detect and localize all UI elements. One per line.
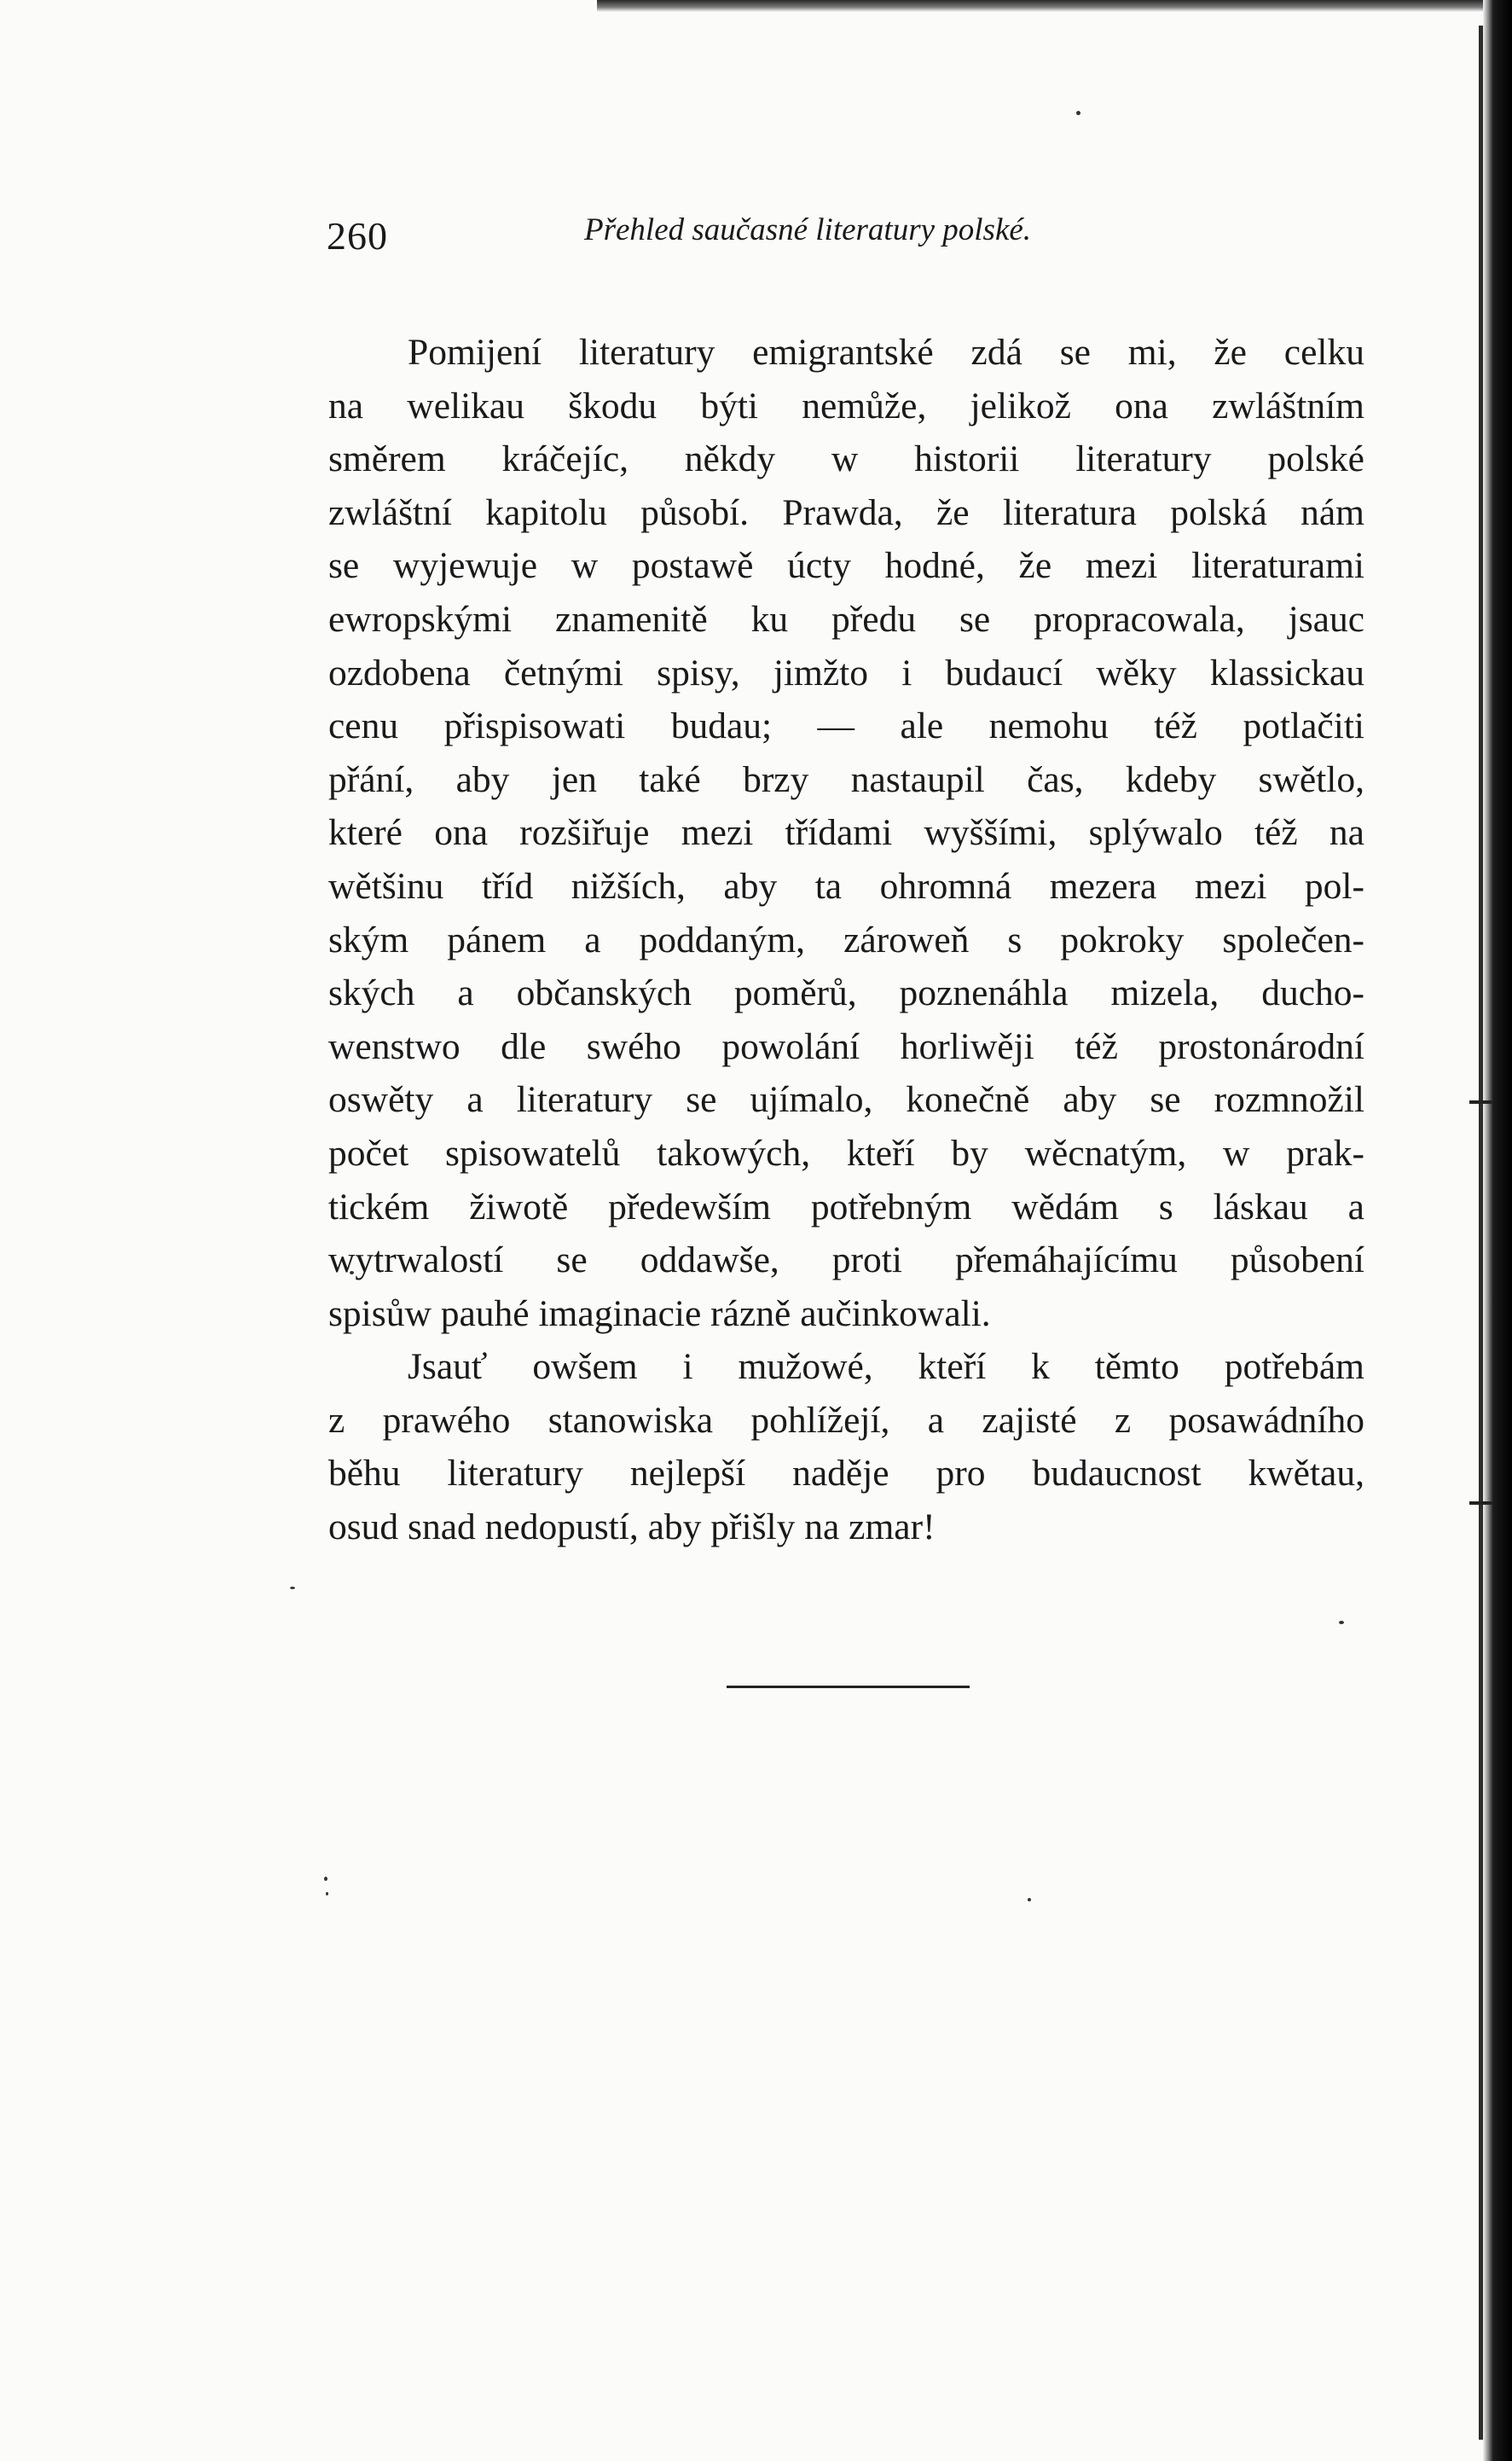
text-line: Jsauť owšem i mužowé, kteří k těmto potřebám bbox=[408, 1346, 1364, 1388]
page-header bbox=[328, 205, 1364, 264]
scan-top-edge bbox=[597, 0, 1512, 12]
text-line: wětšinu tříd nižších, aby ta ohromná mezera mezi pol- bbox=[328, 865, 1364, 907]
binding-tick bbox=[1469, 1501, 1493, 1505]
scan-binding-line bbox=[1479, 26, 1483, 2440]
text-line: ských a občanských poměrů, poznenáhla mizela, ducho- bbox=[328, 972, 1364, 1014]
text-line: z prawého stanowiska pohlížejí, a zajisté z posawádního bbox=[328, 1399, 1364, 1441]
text-line: ewropskými znamenitě ku předu se propracowala, jsauc bbox=[328, 598, 1364, 640]
text-line: oswěty a literatury se ujímalo, konečně aby se rozmnožil bbox=[328, 1079, 1364, 1121]
text-line: běhu literatury nejlepší naděje pro budaucnost kwětau, bbox=[328, 1453, 1364, 1495]
text-line: se wyjewuje w postawě úcty hodné, že mezi literaturami bbox=[328, 545, 1364, 587]
page-number: 260 bbox=[327, 214, 388, 258]
text-line: ským pánem a poddaným, zároweň s pokroky společen- bbox=[328, 919, 1364, 961]
text-line: tickém žiwotě předewším potřebným wědám s láskau a bbox=[328, 1186, 1364, 1228]
running-title: Přehled saučasné literatury polské. bbox=[584, 212, 1032, 247]
text-line: počet spisowatelů takowých, kteří by wěcnatým, w prak- bbox=[328, 1132, 1364, 1174]
scan-right-edge bbox=[1483, 0, 1512, 2461]
text-line: které ona rozšiřuje mezi třídami wyššími, splýwalo též na bbox=[328, 812, 1364, 854]
body-text bbox=[328, 326, 1364, 1554]
text-line: přání, aby jen také brzy nastaupil čas, kdeby swětlo, bbox=[328, 758, 1364, 800]
text-line: Pomijení literatury emigrantské zdá se mi, že celku bbox=[408, 332, 1364, 373]
text-line: osud snad nedopustí, aby přišly na zmar! bbox=[328, 1506, 936, 1548]
binding-tick bbox=[1469, 1100, 1493, 1104]
text-line: směrem kráčejíc, někdy w historii literatury polské bbox=[328, 438, 1364, 480]
paragraph-2 bbox=[328, 1340, 1364, 1553]
text-line: spisůw pauhé imaginacie rázně aučinkowali. bbox=[328, 1292, 991, 1334]
text-line: zwláštní kapitolu působí. Prawda, že literatura polská nám bbox=[328, 491, 1364, 533]
book-page bbox=[328, 205, 1364, 1554]
paragraph-1 bbox=[328, 326, 1364, 1340]
text-line: cenu přispisowati budau; — ale nemohu též potlačiti bbox=[328, 705, 1364, 747]
text-line: na welikau škodu býti nemůže, jelikož ona zwláštním bbox=[328, 385, 1364, 427]
text-line: ozdobena četnými spisy, jimžto i budaucí wěky klassickau bbox=[328, 652, 1364, 694]
end-rule bbox=[727, 1686, 970, 1688]
text-line: wytrwalostí se oddawše, proti přemáhajícímu působení bbox=[328, 1239, 1364, 1281]
text-line: wenstwo dle swého powolání horliwěji též prostonárodní bbox=[328, 1025, 1364, 1067]
